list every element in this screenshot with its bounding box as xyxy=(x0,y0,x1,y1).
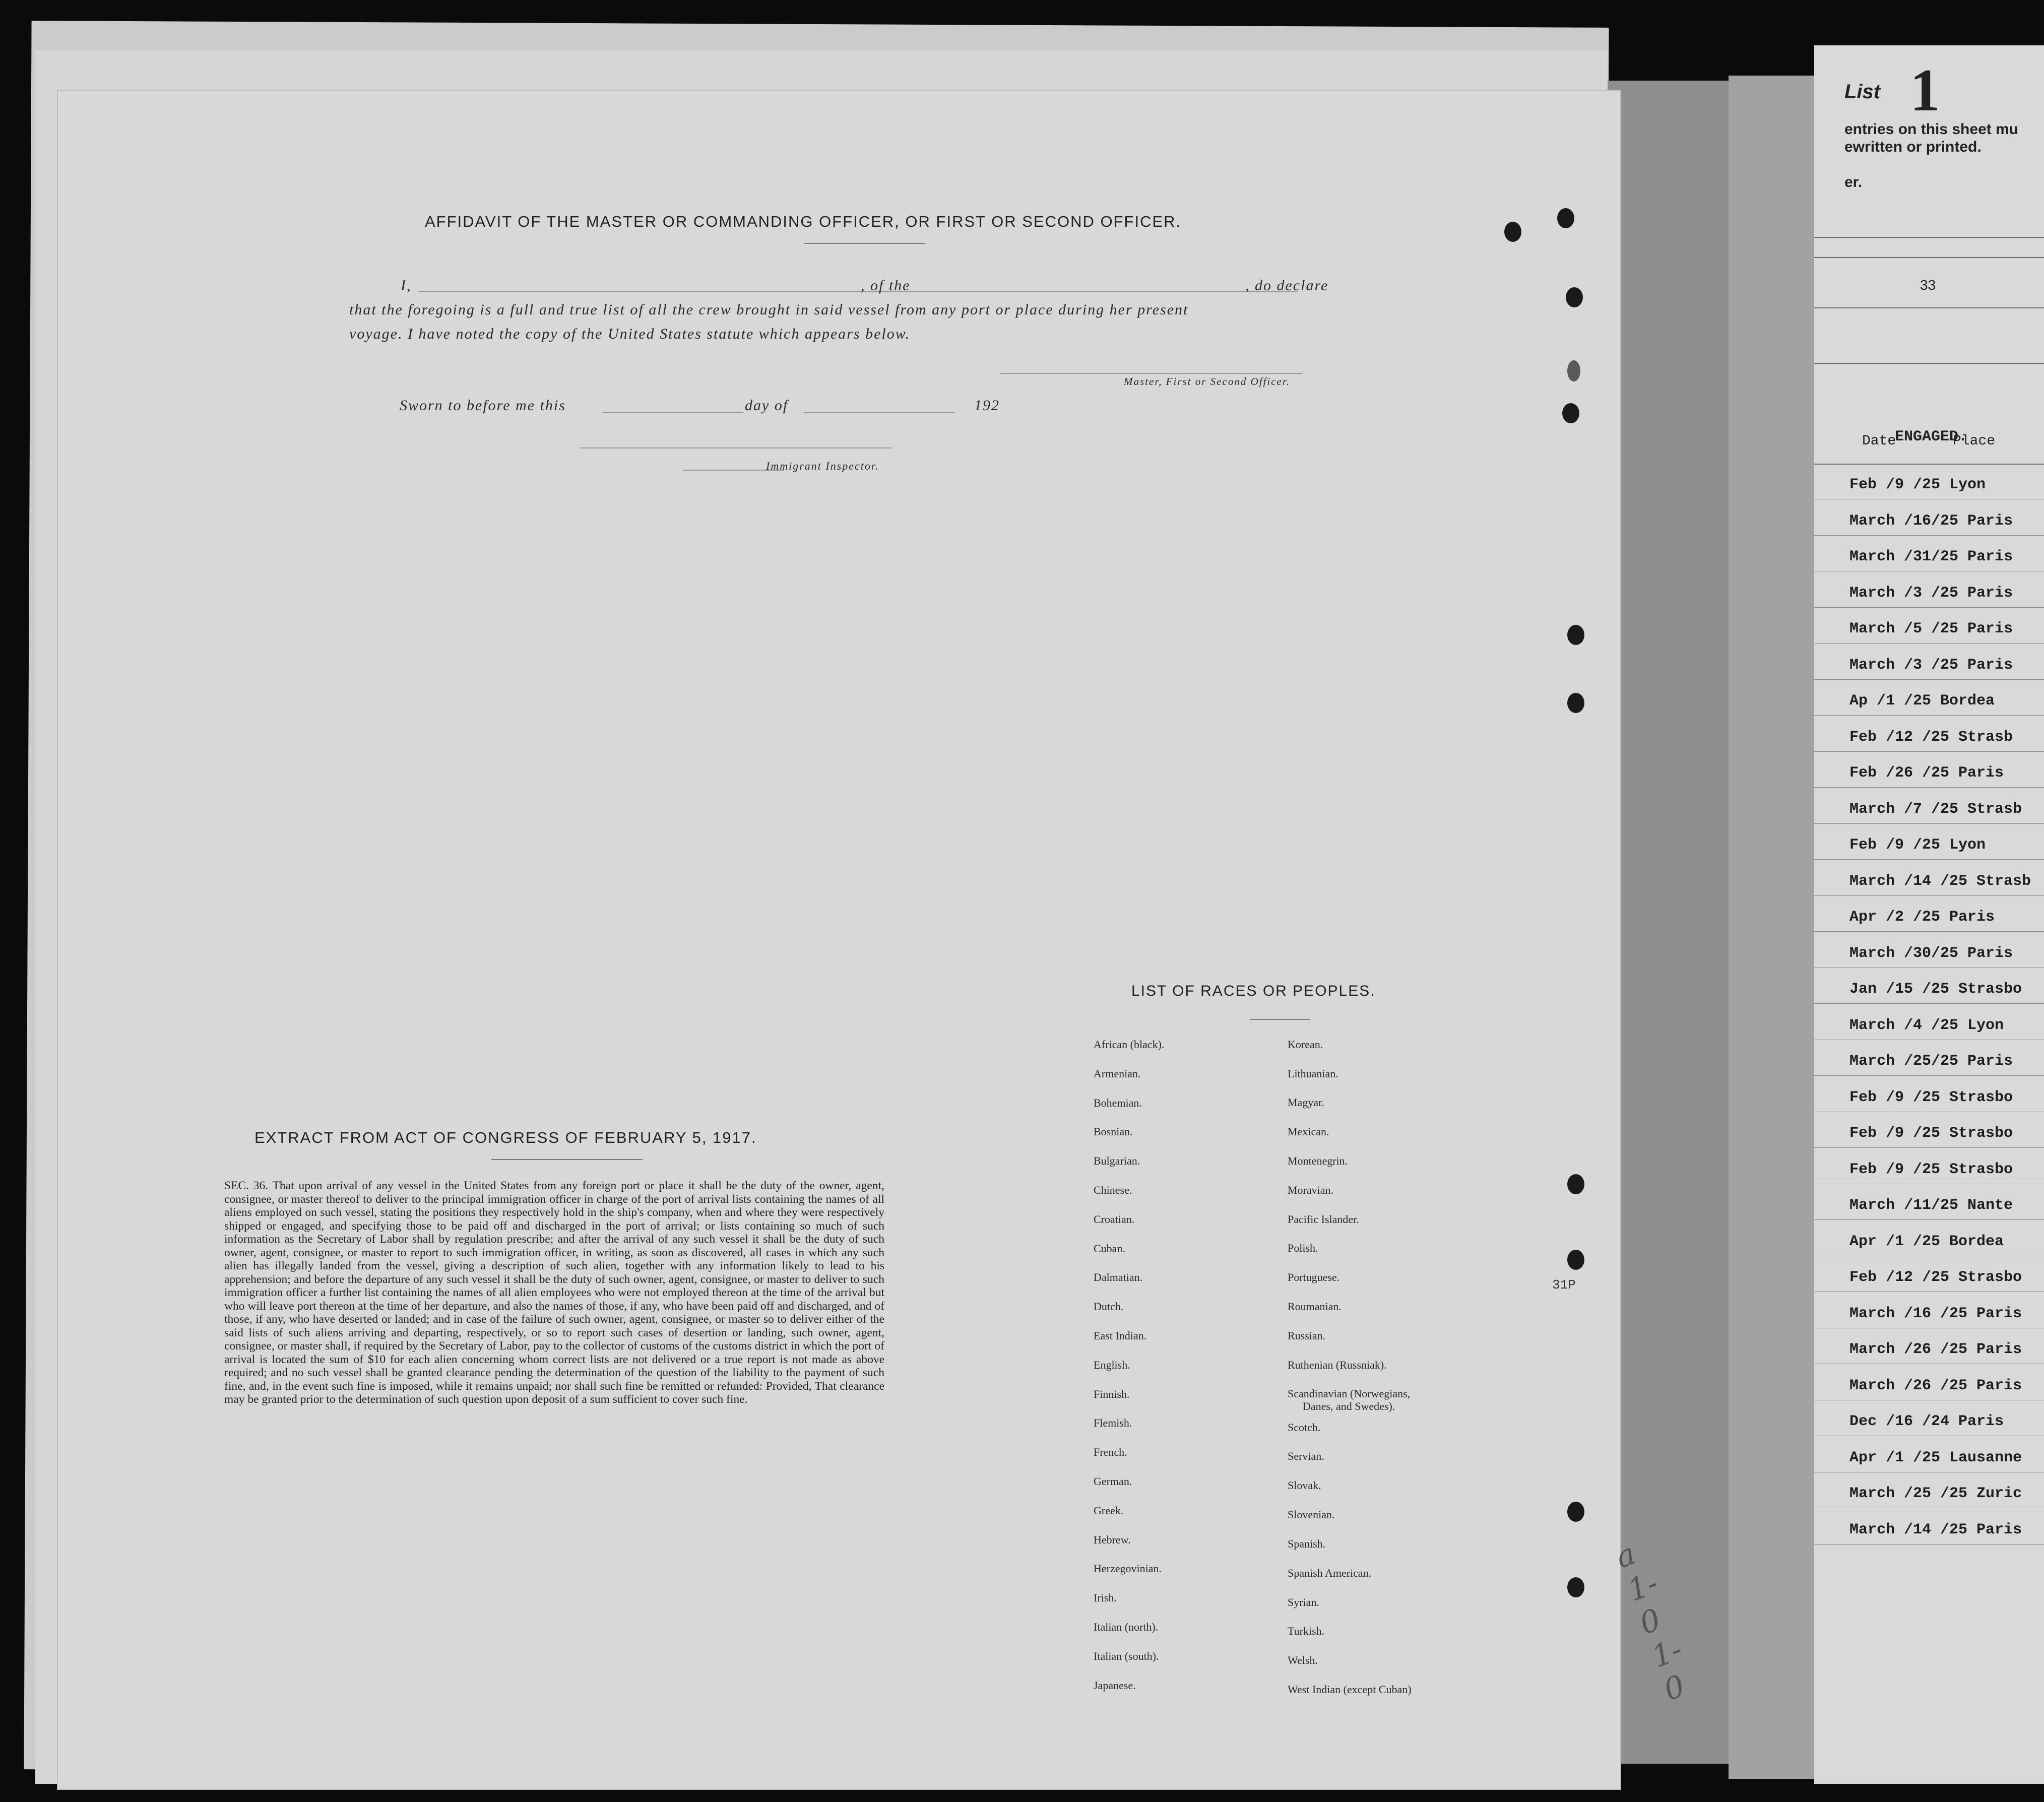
affidavit-line: , of the xyxy=(861,277,911,294)
affidavit-line: that the foregoing is a full and true list of all the crew brought in said vessel from any port or place during her present xyxy=(349,301,1189,318)
list-label: List xyxy=(1844,81,1881,103)
race-item: English. xyxy=(1094,1358,1130,1371)
race-item: East Indian. xyxy=(1094,1329,1147,1342)
punch-hole xyxy=(1567,1502,1584,1522)
race-item: Welsh. xyxy=(1288,1654,1318,1666)
engagement-row: Feb /9 /25 Lyon xyxy=(1849,476,1986,493)
engagement-row: March /26 /25 Paris xyxy=(1849,1341,2022,1358)
race-item: Lithuanian. xyxy=(1288,1067,1338,1080)
sheet-number: 33 xyxy=(1920,277,1936,293)
engagement-row: March /11/25 Nante xyxy=(1849,1197,2013,1214)
engagement-row: Feb /9 /25 Strasbo xyxy=(1849,1088,2013,1106)
engagement-row: Dec /16 /24 Paris xyxy=(1849,1413,2004,1430)
race-item: Polish. xyxy=(1288,1242,1318,1254)
race-item: German. xyxy=(1094,1475,1132,1488)
race-item: Greek. xyxy=(1094,1504,1124,1517)
engagement-row: Apr /1 /25 Bordea xyxy=(1849,1233,2004,1250)
engagement-row: Feb /9 /25 Strasbo xyxy=(1849,1125,2013,1142)
punch-hole xyxy=(1566,287,1583,307)
punch-hole xyxy=(1567,625,1584,645)
engagement-row: March /25/25 Paris xyxy=(1849,1053,2013,1070)
engagement-row: Jan /15 /25 Strasbo xyxy=(1849,981,2022,998)
affidavit-line: voyage. I have noted the copy of the United States statute which appears below. xyxy=(349,326,911,342)
engagement-row: Feb /9 /25 Lyon xyxy=(1849,836,1986,854)
punch-hole xyxy=(1504,222,1521,242)
race-item: Slovak. xyxy=(1288,1479,1321,1492)
race-item: Finnish. xyxy=(1094,1387,1130,1400)
punch-hole xyxy=(1567,360,1580,381)
race-item: Roumanian. xyxy=(1288,1300,1342,1313)
race-item: Pacific Islander. xyxy=(1288,1213,1359,1226)
stamp-mark: 31P xyxy=(1552,1277,1576,1293)
race-item: Dutch. xyxy=(1094,1300,1124,1313)
race-item: Spanish. xyxy=(1288,1537,1326,1550)
race-item: Ruthenian (Russniak). xyxy=(1288,1359,1387,1371)
punch-hole xyxy=(1567,693,1584,713)
races-title: LIST OF RACES OR PEOPLES. xyxy=(1131,983,1376,999)
affidavit-line: I, xyxy=(401,277,412,294)
race-item: Japanese. xyxy=(1094,1679,1136,1692)
engagement-row: March /14 /25 Paris xyxy=(1849,1521,2022,1538)
document-page xyxy=(58,91,1690,1789)
engagement-row: Feb /12 /25 Strasb xyxy=(1849,728,2013,746)
race-item: Armenian. xyxy=(1094,1067,1141,1080)
race-item: Slovenian. xyxy=(1288,1508,1335,1521)
punch-hole xyxy=(1562,403,1579,423)
race-item: Hebrew. xyxy=(1094,1533,1131,1546)
race-item: Italian (south). xyxy=(1094,1649,1159,1662)
race-item: Chinese. xyxy=(1094,1184,1132,1196)
punch-hole xyxy=(1567,1250,1584,1270)
race-item: Magyar. xyxy=(1288,1096,1324,1109)
sheet-note: er. xyxy=(1844,174,1863,190)
race-item: Dalmatian. xyxy=(1094,1271,1143,1284)
engagement-row: March /14 /25 Strasb xyxy=(1849,872,2031,890)
column-group-header: ENGAGED. xyxy=(1895,428,1968,445)
race-item: Herzegovinian. xyxy=(1094,1562,1162,1575)
engagement-row: March /16 /25 Paris xyxy=(1849,1305,2022,1322)
race-item: French. xyxy=(1094,1446,1127,1459)
engagement-row: Feb /9 /25 Strasbo xyxy=(1849,1161,2013,1178)
race-item: Korean. xyxy=(1288,1038,1323,1051)
race-item: West Indian (except Cuban) xyxy=(1288,1683,1412,1696)
sheet-note: entries on this sheet mu xyxy=(1844,121,2019,138)
punch-hole xyxy=(1557,208,1574,228)
sworn-line: Sworn to before me this xyxy=(400,397,566,414)
race-item: Spanish American. xyxy=(1288,1567,1372,1579)
engagement-row: Apr /2 /25 Paris xyxy=(1849,909,1995,926)
race-item: Mexican. xyxy=(1288,1125,1329,1138)
sworn-line: 192 xyxy=(974,397,1000,414)
race-item: Italian (north). xyxy=(1094,1621,1159,1633)
engagement-row: Feb /12 /25 Strasbo xyxy=(1849,1269,2022,1286)
race-item: Montenegrin. xyxy=(1288,1154,1348,1167)
engagement-row: March /31/25 Paris xyxy=(1849,548,2013,565)
race-item: Moravian. xyxy=(1288,1184,1334,1196)
punch-hole xyxy=(1567,1174,1584,1194)
affidavit-line: , do declare xyxy=(1245,277,1329,294)
race-item: Bosnian. xyxy=(1094,1125,1133,1138)
master-signature-label: Master, First or Second Officer. xyxy=(1124,375,1290,388)
extract-title: EXTRACT FROM ACT OF CONGRESS OF FEBRUARY 5, 1917. xyxy=(254,1129,757,1146)
inspector-signature-label: Immigrant Inspector. xyxy=(766,460,879,472)
race-item: Russian. xyxy=(1288,1329,1326,1342)
column-header-date: Date xyxy=(1862,433,1896,449)
engagement-row: March /3 /25 Paris xyxy=(1849,584,2013,602)
affidavit-title: AFFIDAVIT OF THE MASTER OR COMMANDING OFFICER, OR FIRST OR SECOND OFFICER. xyxy=(425,213,1182,230)
list-number: 1 xyxy=(1910,56,1940,123)
pencil-annotation: a 1-0 1-0 xyxy=(1611,1536,1690,1708)
adjacent-crew-list-sheet xyxy=(1814,45,2044,1784)
race-item: Danes, and Swedes). xyxy=(1303,1400,1395,1412)
race-item: Syrian. xyxy=(1288,1596,1319,1608)
engagement-row: Apr /1 /25 Lausanne xyxy=(1849,1449,2022,1466)
race-item: African (black). xyxy=(1094,1038,1165,1051)
extract-body: SEC. 36. That upon arrival of any vessel in the United States from any foreign port or place it shall be the duty of the owner, agent, consignee, or master thereof to deliver to the principal immigration officer in charge of the port of arrival lists containing the names of all aliens employed on such vessel, stating the positions they respectively hold in the ship's company, when and where they were respectively shipped or engaged, and specifying those to be paid off and discharged in the port of arrival; or lists containing so much of such information as the Secretary of Labor shall by regulation prescribe; and after the arrival of any such vessel it shall be the duty of such owner, agent, consignee, or master to report to such immigration officer, in writing, as soon as discovered, all cases in which any such alien has illegally landed from the vessel, giving a description of such alien, together with any information likely to lead to his apprehension; and before the departure of any such vessel it shall be the duty of such owner, agent, consignee, or master to deliver to such immigration officer a further list containing the names of all alien employees who were not employed thereon at the time of the arrival but who will leave port thereon at the time of her departure, and also the names of those, if any, who have been paid off and discharged, and of those, if any, who have deserted or landed; and in case of the failure of such owner, agent, consignee, or master so to deliver either of the said lists of such aliens arriving and departing, respectively, or so to report such cases of desertion or landing, such owner, agent, consignee, or master shall, if required by the Secretary of Labor, pay to the collector of customs of the customs district in which the port of arrival is located the sum of $10 for each alien concerning whom correct lists are not delivered or a true report is not made as above required; and no such vessel shall be granted clearance pending the determination of the question of the liability to the payment of such fine, and, in the event such fine is imposed, while it remains unpaid; nor shall such fine be remitted or refunded: Provided, That clearance may be granted prior to the determination of such question upon deposit of a sum sufficient to cover such fine. xyxy=(224,1179,884,1406)
engagement-row: March /5 /25 Paris xyxy=(1849,620,2013,637)
engagement-row: Ap /1 /25 Bordea xyxy=(1849,692,1995,710)
engagement-row: March /4 /25 Lyon xyxy=(1849,1016,2004,1034)
race-item: Irish. xyxy=(1094,1591,1117,1604)
engagement-row: March /26 /25 Paris xyxy=(1849,1377,2022,1394)
race-item: Croatian. xyxy=(1094,1212,1135,1226)
race-item: Portuguese. xyxy=(1288,1271,1340,1283)
engagement-row: March /25 /25 Zuric xyxy=(1849,1485,2022,1502)
race-item: Flemish. xyxy=(1094,1417,1132,1430)
engagement-row: March /7 /25 Strasb xyxy=(1849,800,2022,818)
race-item: Servian. xyxy=(1288,1450,1324,1462)
engagement-row: March /3 /25 Paris xyxy=(1849,656,2013,674)
column-header-place: Place xyxy=(1953,433,1996,449)
race-item: Bulgarian. xyxy=(1094,1154,1140,1168)
sheet-note: ewritten or printed. xyxy=(1844,139,1982,155)
engagement-row: March /16/25 Paris xyxy=(1849,512,2013,530)
sworn-line: day of xyxy=(745,397,789,414)
punch-hole xyxy=(1567,1577,1584,1597)
race-item: Scandinavian (Norwegians, xyxy=(1288,1387,1411,1400)
race-item: Cuban. xyxy=(1094,1242,1125,1255)
race-item: Turkish. xyxy=(1288,1625,1325,1637)
engagement-row: March /30/25 Paris xyxy=(1849,944,2013,962)
race-item: Scotch. xyxy=(1288,1421,1321,1434)
engagement-row: Feb /26 /25 Paris xyxy=(1849,764,2004,782)
race-item: Bohemian. xyxy=(1094,1096,1142,1109)
